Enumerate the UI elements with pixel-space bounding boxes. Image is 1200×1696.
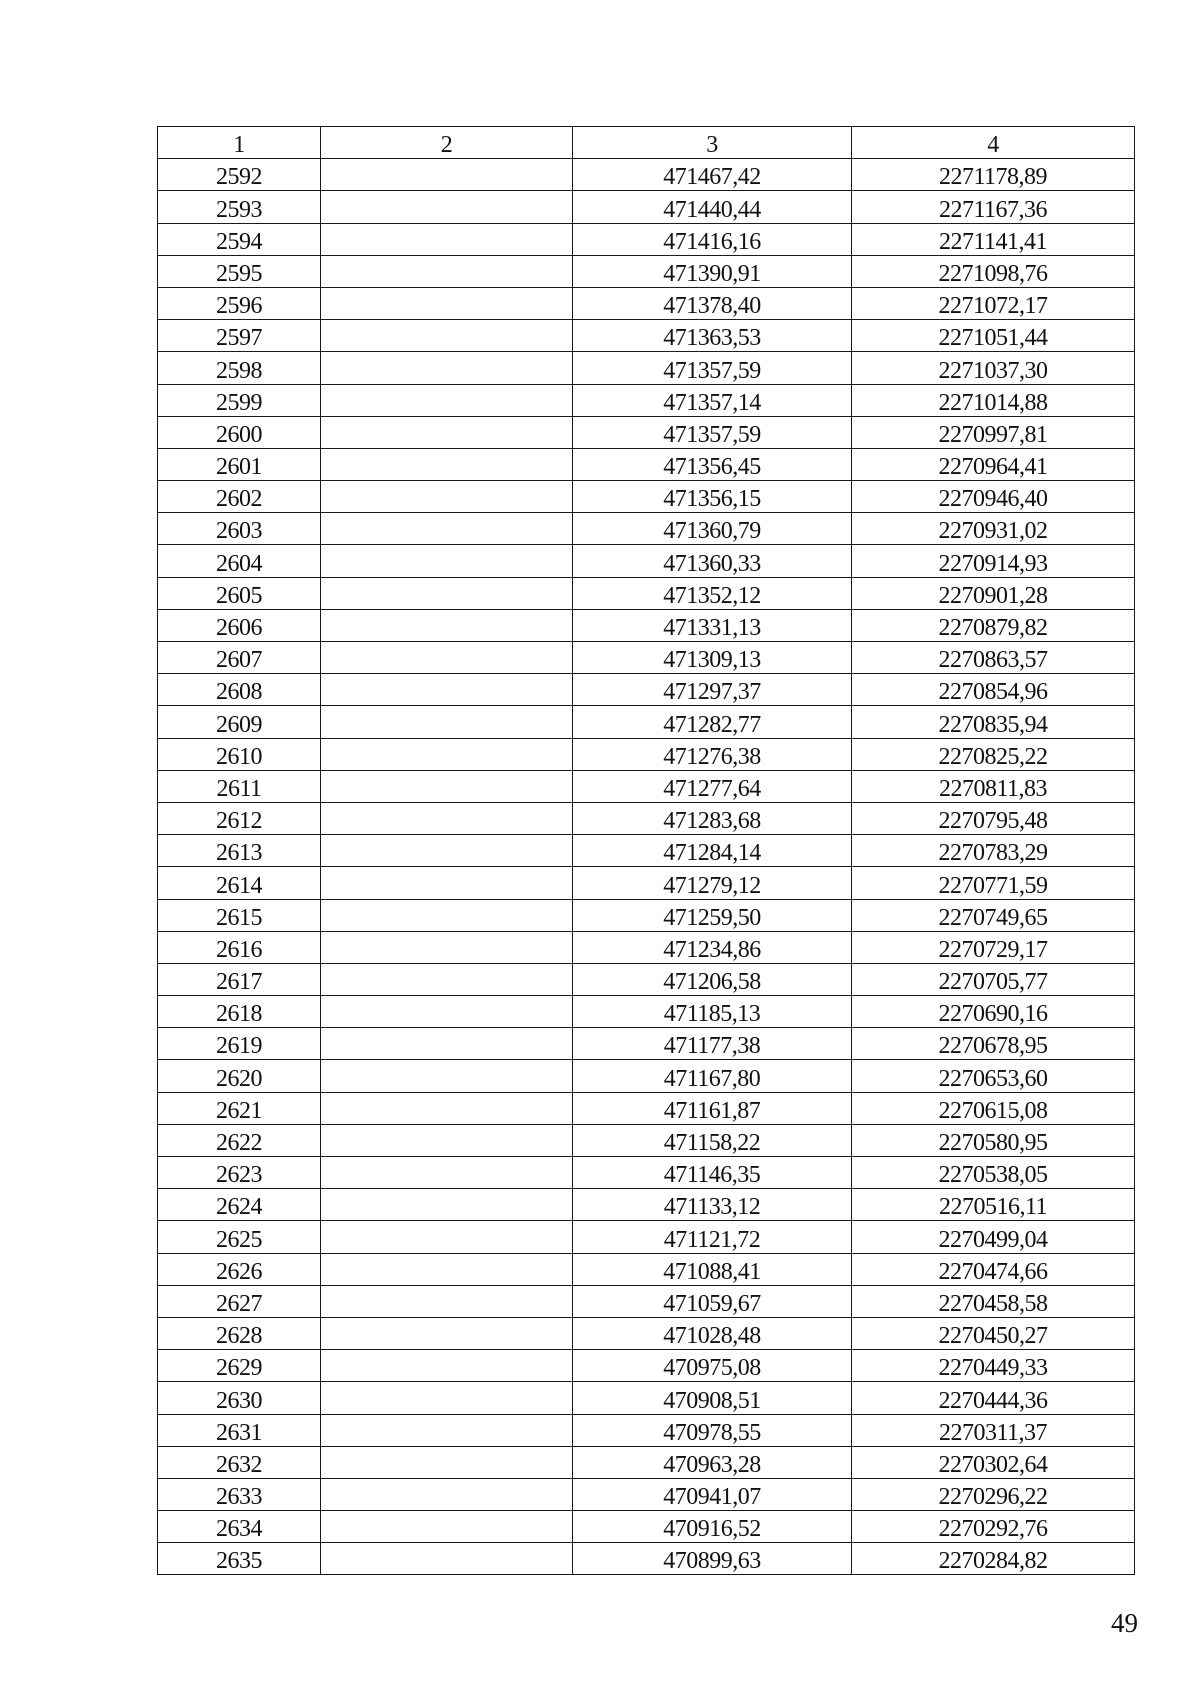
point-number-cell: 2626 [158,1253,321,1285]
x-coordinate-cell: 471028,48 [573,1317,852,1349]
y-coordinate-cell: 2270811,83 [852,770,1135,802]
y-coordinate-cell: 2270863,57 [852,642,1135,674]
table-row [158,1350,1135,1382]
y-coordinate-cell: 2271141,41 [852,223,1135,255]
x-coordinate-cell: 471360,79 [573,513,852,545]
empty-cell [321,899,573,931]
y-coordinate-cell: 2270997,81 [852,416,1135,448]
x-coordinate-cell: 471146,35 [573,1157,852,1189]
empty-cell [321,384,573,416]
empty-cell [321,1189,573,1221]
y-coordinate-cell: 2270795,48 [852,802,1135,834]
point-number-cell: 2617 [158,963,321,995]
x-coordinate-cell: 471357,59 [573,352,852,384]
header-row [158,127,1135,159]
y-coordinate-cell: 2270458,58 [852,1285,1135,1317]
point-number-cell: 2615 [158,899,321,931]
y-coordinate-cell: 2270499,04 [852,1221,1135,1253]
point-number-cell: 2607 [158,642,321,674]
point-number-cell: 2622 [158,1124,321,1156]
y-coordinate-cell: 2270835,94 [852,706,1135,738]
empty-cell [321,1221,573,1253]
point-number-cell: 2627 [158,1285,321,1317]
empty-cell [321,513,573,545]
table-row [158,1092,1135,1124]
y-coordinate-cell: 2270474,66 [852,1253,1135,1285]
empty-cell [321,545,573,577]
empty-cell [321,1543,573,1575]
point-number-cell: 2599 [158,384,321,416]
point-number-cell: 2608 [158,674,321,706]
empty-cell [321,609,573,641]
point-number-cell: 2631 [158,1414,321,1446]
x-coordinate-cell: 471284,14 [573,835,852,867]
point-number-cell: 2614 [158,867,321,899]
y-coordinate-cell: 2270946,40 [852,481,1135,513]
point-number-cell: 2593 [158,191,321,223]
y-coordinate-cell: 2270653,60 [852,1060,1135,1092]
x-coordinate-cell: 471390,91 [573,255,852,287]
x-coordinate-cell: 470963,28 [573,1446,852,1478]
y-coordinate-cell: 2270678,95 [852,1028,1135,1060]
y-coordinate-cell: 2270516,11 [852,1189,1135,1221]
y-coordinate-cell: 2271098,76 [852,255,1135,287]
point-number-cell: 2602 [158,481,321,513]
table-row [158,159,1135,191]
empty-cell [321,835,573,867]
empty-cell [321,1028,573,1060]
point-number-cell: 2592 [158,159,321,191]
y-coordinate-cell: 2271178,89 [852,159,1135,191]
point-number-cell: 2603 [158,513,321,545]
x-coordinate-cell: 470908,51 [573,1382,852,1414]
y-coordinate-cell: 2270771,59 [852,867,1135,899]
empty-cell [321,1317,573,1349]
x-coordinate-cell: 471121,72 [573,1221,852,1253]
empty-cell [321,1060,573,1092]
x-coordinate-cell: 470899,63 [573,1543,852,1575]
y-coordinate-cell: 2270444,36 [852,1382,1135,1414]
point-number-cell: 2620 [158,1060,321,1092]
column-header: 3 [573,127,852,159]
empty-cell [321,223,573,255]
point-number-cell: 2624 [158,1189,321,1221]
y-coordinate-cell: 2271014,88 [852,384,1135,416]
x-coordinate-cell: 471357,14 [573,384,852,416]
empty-cell [321,802,573,834]
empty-cell [321,1414,573,1446]
table-row [158,706,1135,738]
point-number-cell: 2612 [158,802,321,834]
table-row [158,1028,1135,1060]
x-coordinate-cell: 471206,58 [573,963,852,995]
empty-cell [321,996,573,1028]
y-coordinate-cell: 2271037,30 [852,352,1135,384]
point-number-cell: 2611 [158,770,321,802]
table-row [158,255,1135,287]
point-number-cell: 2625 [158,1221,321,1253]
point-number-cell: 2632 [158,1446,321,1478]
empty-cell [321,1382,573,1414]
y-coordinate-cell: 2270690,16 [852,996,1135,1028]
point-number-cell: 2629 [158,1350,321,1382]
table-row [158,1511,1135,1543]
table-row [158,481,1135,513]
y-coordinate-cell: 2270931,02 [852,513,1135,545]
table-row [158,1221,1135,1253]
table-row [158,931,1135,963]
empty-cell [321,867,573,899]
table-row [158,1253,1135,1285]
empty-cell [321,642,573,674]
empty-cell [321,1253,573,1285]
x-coordinate-cell: 471282,77 [573,706,852,738]
x-coordinate-cell: 471356,45 [573,448,852,480]
y-coordinate-cell: 2270449,33 [852,1350,1135,1382]
x-coordinate-cell: 471363,53 [573,320,852,352]
y-coordinate-cell: 2271051,44 [852,320,1135,352]
table-row [158,1060,1135,1092]
point-number-cell: 2619 [158,1028,321,1060]
y-coordinate-cell: 2270879,82 [852,609,1135,641]
table-row [158,1285,1135,1317]
empty-cell [321,287,573,319]
point-number-cell: 2610 [158,738,321,770]
x-coordinate-cell: 471167,80 [573,1060,852,1092]
empty-cell [321,448,573,480]
x-coordinate-cell: 471161,87 [573,1092,852,1124]
point-number-cell: 2633 [158,1478,321,1510]
x-coordinate-cell: 470916,52 [573,1511,852,1543]
table-row [158,352,1135,384]
empty-cell [321,1157,573,1189]
x-coordinate-cell: 470978,55 [573,1414,852,1446]
empty-cell [321,770,573,802]
x-coordinate-cell: 471331,13 [573,609,852,641]
empty-cell [321,255,573,287]
y-coordinate-cell: 2270292,76 [852,1511,1135,1543]
table-row [158,1317,1135,1349]
x-coordinate-cell: 471360,33 [573,545,852,577]
y-coordinate-cell: 2270964,41 [852,448,1135,480]
y-coordinate-cell: 2270914,93 [852,545,1135,577]
y-coordinate-cell: 2270302,64 [852,1446,1135,1478]
table-row [158,287,1135,319]
y-coordinate-cell: 2270450,27 [852,1317,1135,1349]
table-row [158,191,1135,223]
table-row [158,384,1135,416]
x-coordinate-cell: 471088,41 [573,1253,852,1285]
empty-cell [321,1285,573,1317]
empty-cell [321,416,573,448]
page-number: 49 [1111,1608,1138,1638]
point-number-cell: 2630 [158,1382,321,1414]
x-coordinate-cell: 471283,68 [573,802,852,834]
table-row [158,448,1135,480]
table-row [158,674,1135,706]
point-number-cell: 2618 [158,996,321,1028]
y-coordinate-cell: 2270538,05 [852,1157,1135,1189]
empty-cell [321,963,573,995]
column-header: 1 [158,127,321,159]
empty-cell [321,481,573,513]
table-row [158,963,1135,995]
table-row [158,899,1135,931]
x-coordinate-cell: 470941,07 [573,1478,852,1510]
y-coordinate-cell: 2271167,36 [852,191,1135,223]
x-coordinate-cell: 471177,38 [573,1028,852,1060]
point-number-cell: 2596 [158,287,321,319]
table-row [158,577,1135,609]
table-header [158,127,1135,159]
y-coordinate-cell: 2270615,08 [852,1092,1135,1124]
y-coordinate-cell: 2270284,82 [852,1543,1135,1575]
point-number-cell: 2635 [158,1543,321,1575]
y-coordinate-cell: 2270296,22 [852,1478,1135,1510]
x-coordinate-cell: 471440,44 [573,191,852,223]
x-coordinate-cell: 471416,16 [573,223,852,255]
table-row [158,738,1135,770]
x-coordinate-cell: 471357,59 [573,416,852,448]
y-coordinate-cell: 2270705,77 [852,963,1135,995]
empty-cell [321,352,573,384]
x-coordinate-cell: 471309,13 [573,642,852,674]
point-number-cell: 2634 [158,1511,321,1543]
table-body [158,159,1135,1575]
table-row [158,642,1135,674]
table-row [158,802,1135,834]
x-coordinate-cell: 471234,86 [573,931,852,963]
point-number-cell: 2604 [158,545,321,577]
column-header: 4 [852,127,1135,159]
point-number-cell: 2601 [158,448,321,480]
empty-cell [321,1446,573,1478]
empty-cell [321,320,573,352]
empty-cell [321,1350,573,1382]
y-coordinate-cell: 2270749,65 [852,899,1135,931]
x-coordinate-cell: 471059,67 [573,1285,852,1317]
point-number-cell: 2613 [158,835,321,867]
x-coordinate-cell: 471133,12 [573,1189,852,1221]
table-row [158,835,1135,867]
y-coordinate-cell: 2270729,17 [852,931,1135,963]
table-row [158,1446,1135,1478]
table-row [158,609,1135,641]
empty-cell [321,1511,573,1543]
empty-cell [321,674,573,706]
table-row [158,1382,1135,1414]
table-row [158,1189,1135,1221]
empty-cell [321,191,573,223]
table-row [158,1414,1135,1446]
point-number-cell: 2628 [158,1317,321,1349]
table-row [158,996,1135,1028]
x-coordinate-cell: 471352,12 [573,577,852,609]
table-row [158,770,1135,802]
point-number-cell: 2616 [158,931,321,963]
empty-cell [321,577,573,609]
x-coordinate-cell: 471378,40 [573,287,852,319]
x-coordinate-cell: 471276,38 [573,738,852,770]
table-row [158,1543,1135,1575]
empty-cell [321,1124,573,1156]
table-row [158,320,1135,352]
point-number-cell: 2621 [158,1092,321,1124]
point-number-cell: 2594 [158,223,321,255]
empty-cell [321,1478,573,1510]
coordinates-table [157,126,1135,1575]
x-coordinate-cell: 471467,42 [573,159,852,191]
x-coordinate-cell: 471277,64 [573,770,852,802]
point-number-cell: 2595 [158,255,321,287]
x-coordinate-cell: 470975,08 [573,1350,852,1382]
table-row [158,1157,1135,1189]
table-row [158,223,1135,255]
table-row [158,416,1135,448]
y-coordinate-cell: 2271072,17 [852,287,1135,319]
table-row [158,513,1135,545]
point-number-cell: 2600 [158,416,321,448]
empty-cell [321,1092,573,1124]
empty-cell [321,738,573,770]
x-coordinate-cell: 471279,12 [573,867,852,899]
y-coordinate-cell: 2270311,37 [852,1414,1135,1446]
x-coordinate-cell: 471297,37 [573,674,852,706]
y-coordinate-cell: 2270825,22 [852,738,1135,770]
empty-cell [321,706,573,738]
table-row [158,867,1135,899]
y-coordinate-cell: 2270783,29 [852,835,1135,867]
point-number-cell: 2605 [158,577,321,609]
point-number-cell: 2598 [158,352,321,384]
point-number-cell: 2606 [158,609,321,641]
point-number-cell: 2597 [158,320,321,352]
x-coordinate-cell: 471185,13 [573,996,852,1028]
y-coordinate-cell: 2270854,96 [852,674,1135,706]
point-number-cell: 2623 [158,1157,321,1189]
point-number-cell: 2609 [158,706,321,738]
x-coordinate-cell: 471356,15 [573,481,852,513]
x-coordinate-cell: 471259,50 [573,899,852,931]
x-coordinate-cell: 471158,22 [573,1124,852,1156]
y-coordinate-cell: 2270580,95 [852,1124,1135,1156]
empty-cell [321,931,573,963]
table-row [158,545,1135,577]
table-row [158,1124,1135,1156]
table-row [158,1478,1135,1510]
empty-cell [321,159,573,191]
y-coordinate-cell: 2270901,28 [852,577,1135,609]
column-header: 2 [321,127,573,159]
